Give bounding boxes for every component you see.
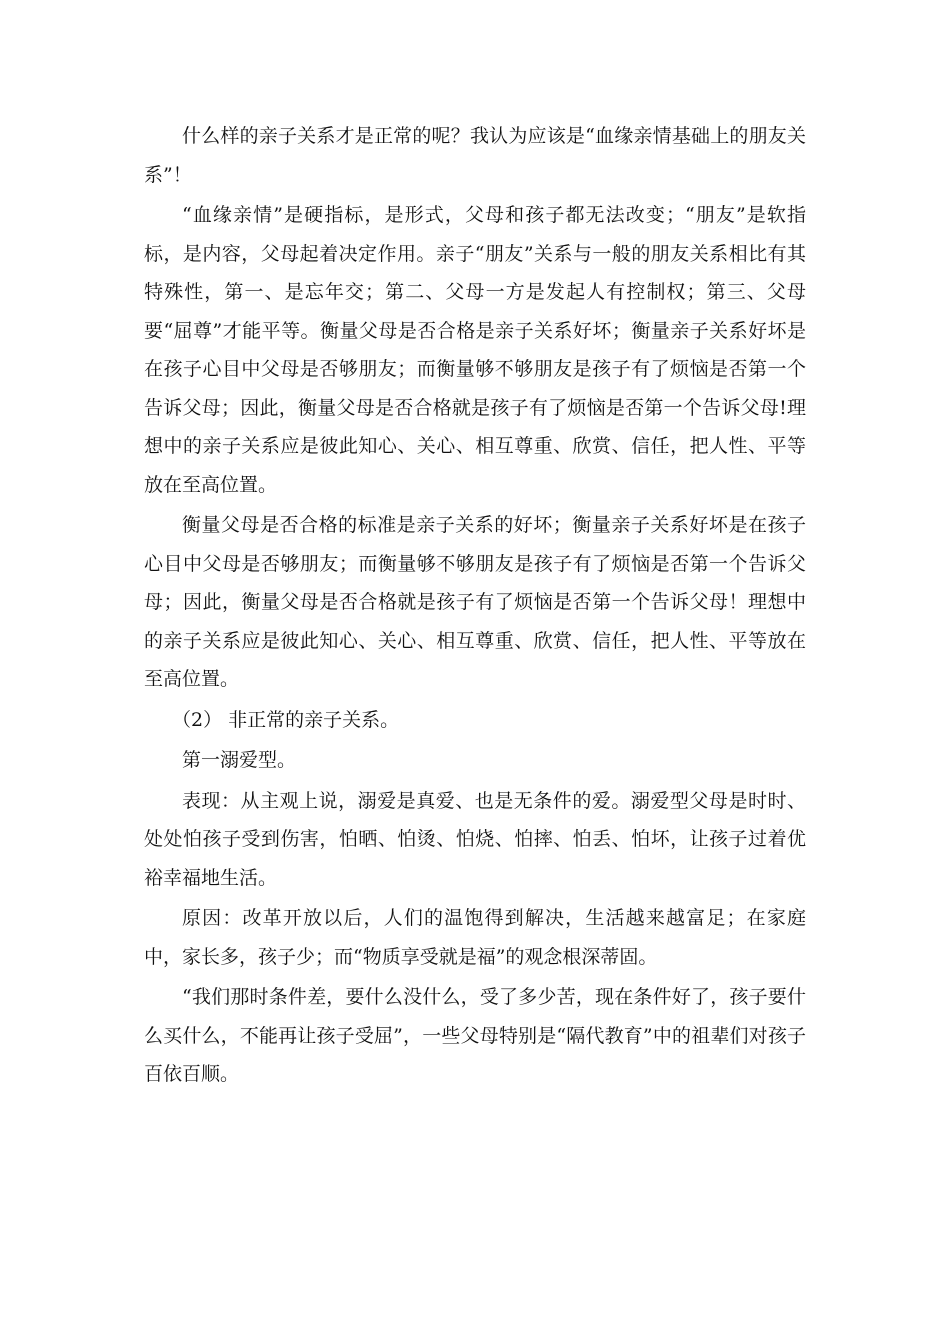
- paragraph-doting-manifestation: 表现：从主观上说，溺爱是真爱、也是无条件的爱。溺爱型父母是时时、处处怕孩子受到伤害，怕晒、怕烫、怕烧、怕摔、怕丢、怕坏，让孩子过着优裕幸福地生活。: [144, 789, 806, 889]
- paragraph-parent-qualification-standard: 衡量父母是否合格的标准是亲子关系的好坏；衡量亲子关系好坏是在孩子心目中父母是否够朋友；而衡量够不够朋友是孩子有了烦恼是否第一个告诉父母；因此，衡量父母是否合格就是孩子有了烦恼是否第一个告诉父母！理想中的亲子关系应是彼此知心、关心、相互尊重、欣赏、信任，把人性、平等放在至高位置。: [144, 514, 806, 690]
- paragraph-grandparents-quote: “我们那时条件差，要什么没什么，受了多少苦，现在条件好了，孩子要什么买什么，不能再让孩子受屈”，一些父母特别是“隔代教育”中的祖辈们对孩子百依百顺。: [144, 986, 806, 1085]
- paragraph-normal-relationship-question: 什么样的亲子关系才是正常的呢？我认为应该是“血缘亲情基础上的朋友关系”！: [144, 125, 806, 186]
- paragraph-doting-cause: 原因：改革开放以后，人们的温饱得到解决，生活越来越富足；在家庭中，家长多，孩子少；而“物质享受就是福”的观念根深蒂固。: [144, 907, 806, 968]
- paragraph-blood-kinship-friendship: “血缘亲情”是硬指标，是形式，父母和孩子都无法改变；“朋友”是软指标，是内容，父母起着决定作用。亲子“朋友”关系与一般的朋友关系相比有其特殊性，第一、是忘年交；第二、父母一方是发起人有控制权；第三、父母要“屈尊”才能平等。衡量父母是否合格是亲子关系好坏；衡量亲子关系好坏是在孩子心目中父母是否够朋友；而衡量够不够朋友是孩子有了烦恼是否第一个告诉父母；因此，衡量父母是否合格就是孩子有了烦恼是否第一个告诉父母!理想中的亲子关系应是彼此知心、关心、相互尊重、欣赏、信任，把人性、平等放在至高位置。: [144, 204, 806, 496]
- document-page: [144, 117, 806, 1096]
- subheading-doting-type: 第一溺爱型。: [182, 749, 297, 771]
- section-heading-abnormal-relationship: （2） 非正常的亲子关系。: [172, 708, 400, 731]
